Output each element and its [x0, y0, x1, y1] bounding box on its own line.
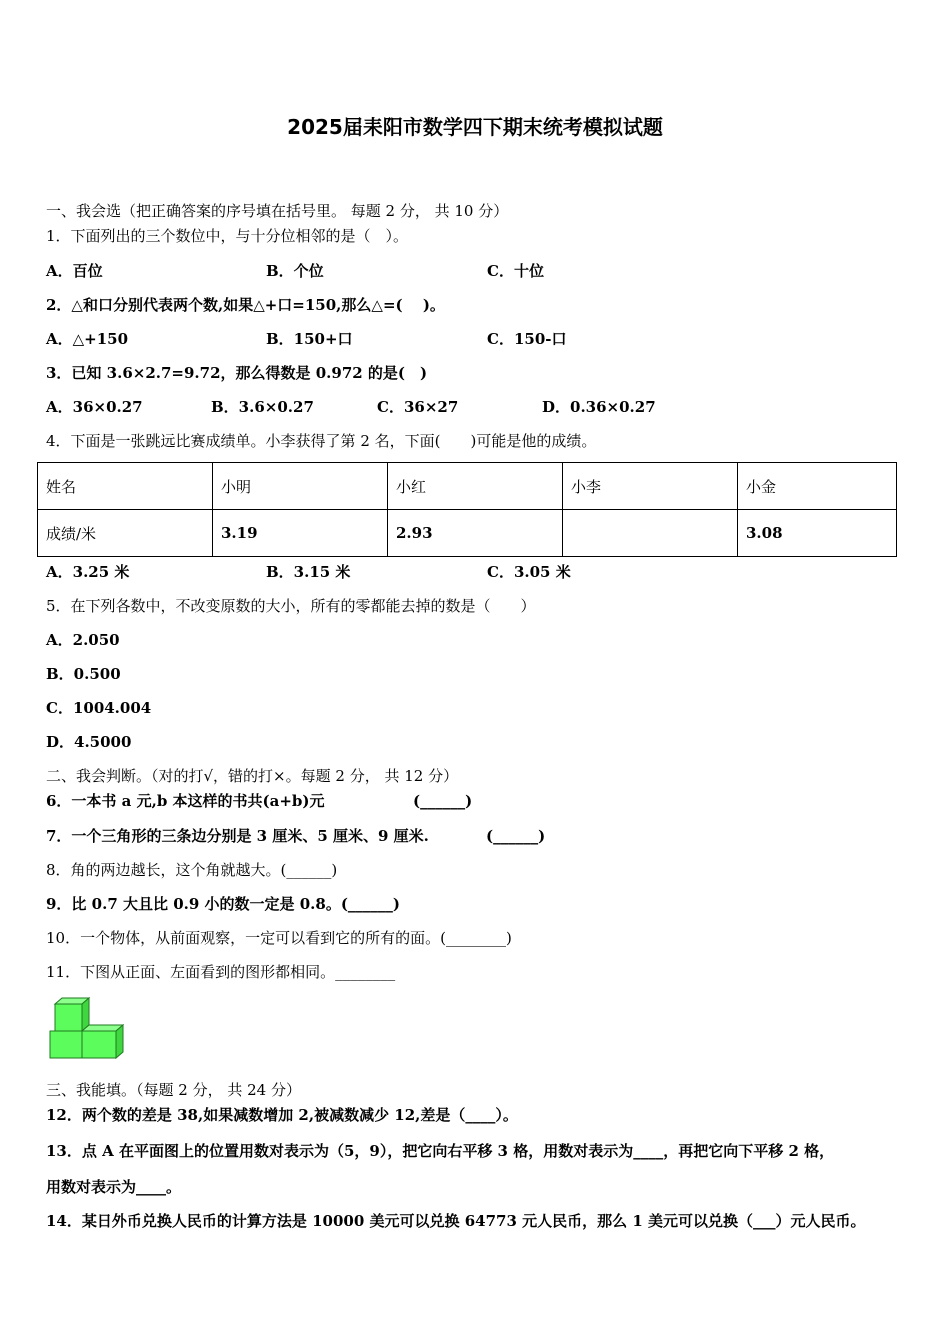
- q1-option-b: B．个位: [266, 262, 324, 280]
- q6-answer-blank: (______): [413, 792, 473, 810]
- section-heading-3: 三、我能填。（每题 2 分， 共 24 分）: [46, 1081, 301, 1099]
- question-4: 4．下面是一张跳远比赛成绩单。小李获得了第 2 名，下面( )可能是他的成绩。: [46, 432, 597, 450]
- q4-option-a: A．3.25 米: [46, 563, 130, 581]
- question-1: 1．下面列出的三个数位中，与十分位相邻的是（ ）。: [46, 227, 409, 245]
- question-14: 14．某日外币兑换人民币的计算方法是 10000 美元可以兑换 64773 元人民币，那么 1 美元可以兑换（___）元人民币。: [46, 1212, 866, 1230]
- q4-option-b: B．3.15 米: [266, 563, 351, 581]
- table-header-cell: 姓名: [38, 463, 213, 510]
- q1-option-c: C．十位: [487, 262, 544, 280]
- table-cell: 3.19: [213, 510, 388, 557]
- cube-figure: [48, 997, 124, 1063]
- q3-option-a: A．36×0.27: [46, 398, 143, 416]
- q1-option-a: A．百位: [46, 262, 103, 280]
- section-heading-2: 二、我会判断。（对的打√，错的打×。每题 2 分， 共 12 分）: [46, 767, 459, 785]
- question-13-continued: 用数对表示为____。: [46, 1178, 182, 1196]
- q5-option-d: D．4.5000: [46, 733, 132, 751]
- table-cell: 成绩/米: [38, 510, 213, 557]
- question-11: 11．下图从正面、左面看到的图形都相同。________: [46, 963, 396, 981]
- q5-option-b: B．0.500: [46, 665, 121, 683]
- cube-side-face: [116, 1025, 123, 1058]
- section-heading-1: 一、我会选（把正确答案的序号填在括号里。 每题 2 分， 共 10 分）: [46, 202, 509, 220]
- question-9: 9．比 0.7 大且比 0.9 小的数一定是 0.8。(______): [46, 895, 401, 913]
- table-header-cell: 小李: [563, 463, 738, 510]
- q4-option-c: C．3.05 米: [487, 563, 571, 581]
- table-cell: 3.08: [738, 510, 897, 557]
- question-2: 2．△和口分别代表两个数,如果△+口=150,那么△=( )。: [46, 296, 445, 314]
- q5-option-c: C．1004.004: [46, 699, 152, 717]
- cube-front-face: [50, 1031, 82, 1058]
- table-header-cell: 小明: [213, 463, 388, 510]
- question-10: 10．一个物体，从前面观察，一定可以看到它的所有的面。(________): [46, 929, 512, 947]
- q2-option-c: C．150-口: [487, 330, 567, 348]
- q7-answer-blank: (______): [486, 827, 546, 845]
- page-title: 2025届耒阳市数学四下期末统考模拟试题: [287, 115, 663, 139]
- table-cell: [563, 510, 738, 557]
- q2-option-a: A．△+150: [46, 330, 129, 348]
- question-13: 13．点 A 在平面图上的位置用数对表示为（5，9），把它向右平移 3 格，用数对表示为____，再把它向下平移 2 格，: [46, 1142, 835, 1160]
- question-12: 12．两个数的差是 38,如果减数增加 2,被减数减少 12,差是（____）。: [46, 1106, 518, 1124]
- table-header-cell: 小红: [388, 463, 563, 510]
- table-cell: 2.93: [388, 510, 563, 557]
- q5-option-a: A．2.050: [46, 631, 120, 649]
- question-5: 5．在下列各数中，不改变原数的大小，所有的零都能去掉的数是（ ）: [46, 597, 536, 615]
- table-row: [38, 463, 897, 510]
- question-6: 6．一本书 a 元,b 本这样的书共(a+b)元: [46, 792, 325, 810]
- cube-front-face: [82, 1031, 116, 1058]
- question-7: 7．一个三角形的三条边分别是 3 厘米、5 厘米、9 厘米.: [46, 827, 429, 845]
- cube-front-face: [55, 1004, 82, 1031]
- q3-option-c: C．36×27: [377, 398, 459, 416]
- q2-option-b: B．150+口: [266, 330, 353, 348]
- question-3: 3．已知 3.6×2.7=9.72，那么得数是 0.972 的是( ): [46, 364, 428, 382]
- table-header-cell: 小金: [738, 463, 897, 510]
- table-row: [38, 510, 897, 557]
- score-table: [37, 462, 897, 557]
- question-8: 8．角的两边越长，这个角就越大。(______): [46, 861, 338, 879]
- q3-option-d: D．0.36×0.27: [542, 398, 656, 416]
- q3-option-b: B．3.6×0.27: [211, 398, 314, 416]
